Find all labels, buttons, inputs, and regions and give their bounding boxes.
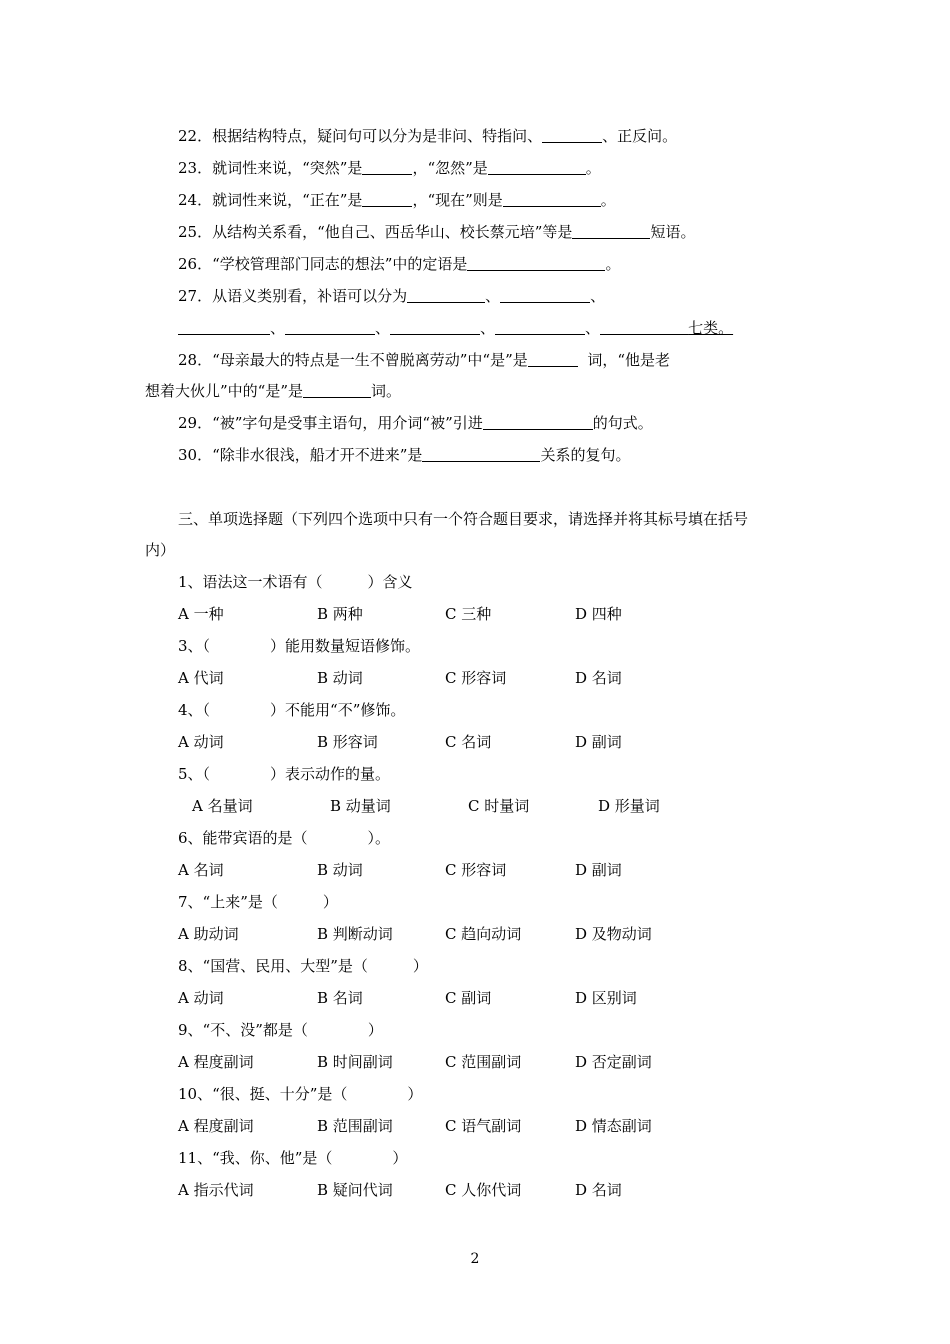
- mc-question: 8、“国营、民用、大型”是（ ）: [178, 957, 428, 975]
- q24-text-b: ，“现在”则是: [412, 191, 503, 209]
- mc-question: 1、语法这一术语有（ ）含义: [178, 573, 413, 591]
- mc-option-a: A 指示代词: [178, 1181, 254, 1199]
- mc-option-a: A 动词: [178, 733, 224, 751]
- mc-option-b: B 动量词: [330, 797, 391, 815]
- answer-blank: [500, 287, 590, 303]
- question-22: [178, 126, 677, 146]
- mc-option-a: A 一种: [178, 605, 224, 623]
- page-number: 2: [470, 1251, 480, 1267]
- question-27: [178, 286, 605, 306]
- mc-option-c: C 副词: [445, 989, 492, 1007]
- mc-option-a: A 程度副词: [178, 1117, 254, 1135]
- mc-option-c: C 形容词: [445, 669, 507, 687]
- answer-blank: [467, 255, 605, 271]
- question-24: [178, 190, 616, 210]
- mc-option-b: B 两种: [317, 605, 363, 623]
- mc-question: 5、（ ）表示动作的量。: [178, 765, 391, 783]
- mc-option-c: C 趋向动词: [445, 925, 522, 943]
- q23-text-b: ，“忽然”是: [412, 159, 488, 177]
- question-28: [178, 350, 670, 370]
- mc-option-c: C 范围副词: [445, 1053, 522, 1071]
- mc-option-c: C 名词: [445, 733, 492, 751]
- q27-separator: 、: [590, 287, 606, 305]
- answer-blank: [362, 191, 412, 207]
- mc-option-b: B 范围副词: [317, 1117, 393, 1135]
- mc-option-c: C 形容词: [445, 861, 507, 879]
- mc-option-c: C 时量词: [468, 797, 530, 815]
- mc-option-a: A 动词: [178, 989, 224, 1007]
- mc-option-c: C 人你代词: [445, 1181, 522, 1199]
- question-28-continued: [145, 381, 401, 401]
- mc-option-d: D 名词: [575, 669, 622, 687]
- answer-blank: [503, 191, 601, 207]
- question-26: [178, 254, 620, 274]
- answer-blank: [407, 287, 485, 303]
- mc-option-b: B 疑问代词: [317, 1181, 393, 1199]
- mc-option-a: A 代词: [178, 669, 224, 687]
- mc-option-d: D 及物动词: [575, 925, 652, 943]
- q23-text-a: 23．就词性来说，“突然”是: [178, 159, 363, 177]
- mc-question: 11、“我、你、他”是（ ）: [178, 1149, 408, 1167]
- q30-text-b: 关系的复句。: [540, 446, 631, 464]
- question-25: [178, 222, 695, 242]
- q26-text-a: 26．“学校管理部门同志的想法”中的定语是: [178, 255, 468, 273]
- mc-question: 7、“上来”是（ ）: [178, 893, 338, 911]
- q22-after: 、正反问。: [602, 127, 678, 145]
- mc-option-d: D 区别词: [575, 989, 637, 1007]
- mc-option-c: C 语气副词: [445, 1117, 522, 1135]
- answer-blank: [528, 351, 578, 367]
- mc-option-b: B 动词: [317, 861, 363, 879]
- mc-option-d: D 情态副词: [575, 1117, 652, 1135]
- answer-blank: [600, 319, 688, 335]
- mc-option-c: C 三种: [445, 605, 492, 623]
- section-heading-continued: 内）: [145, 541, 176, 559]
- q28-text-b: 词，“他是老: [587, 351, 670, 369]
- mc-option-a: A 名量词: [192, 797, 253, 815]
- q24-text-a: 24．就词性来说，“正在”是: [178, 191, 363, 209]
- q27-separator: 、: [485, 287, 501, 305]
- mc-option-b: B 判断动词: [317, 925, 393, 943]
- section-heading: 三、单项选择题（下列四个选项中只有一个符合题目要求，请选择并将其标号填在括号: [178, 510, 749, 528]
- q27-separator: 、: [375, 319, 391, 337]
- answer-blank: [285, 319, 375, 335]
- answer-blank: [303, 382, 371, 398]
- question-23: [178, 158, 601, 178]
- q25-text-a: 25．从结构关系看，“他自己、西岳华山、校长蔡元培”等是: [178, 223, 573, 241]
- q27-end: 七类。: [688, 319, 734, 337]
- mc-option-d: D 四种: [575, 605, 622, 623]
- q23-text-c: 。: [585, 159, 601, 177]
- mc-option-d: D 名词: [575, 1181, 622, 1199]
- mc-question: 9、“不、没”都是（ ）: [178, 1021, 383, 1039]
- q27-separator: 、: [270, 319, 286, 337]
- q29-text-b: 的句式。: [592, 414, 653, 432]
- mc-question: 3、（ ）能用数量短语修饰。: [178, 637, 421, 655]
- answer-blank: [488, 159, 586, 175]
- q29-text-a: 29．“被”字句是受事主语句，用介词“被”引进: [178, 414, 483, 432]
- mc-option-d: D 否定副词: [575, 1053, 652, 1071]
- mc-question: 4、（ ）不能用“不”修饰。: [178, 701, 406, 719]
- question-29: [178, 413, 653, 433]
- q27-text-a: 27．从语义类别看，补语可以分为: [178, 287, 408, 305]
- mc-option-b: B 时间副词: [317, 1053, 393, 1071]
- q22-text: 22．根据结构特点，疑问句可以分为是非问、特指问、: [178, 127, 543, 145]
- answer-blank: [483, 414, 593, 430]
- q28-text-c: 想着大伙儿”中的“是”是: [145, 382, 304, 400]
- question-30: [178, 445, 630, 465]
- q28-text-d: 词。: [371, 382, 402, 400]
- q27-separator: 、: [585, 319, 601, 337]
- mc-option-a: A 程度副词: [178, 1053, 254, 1071]
- q30-text-a: 30．“除非水很浅，船才开不进来”是: [178, 446, 423, 464]
- answer-blank: [362, 159, 412, 175]
- answer-blank: [495, 319, 585, 335]
- answer-blank: [390, 319, 480, 335]
- mc-question: 10、“很、挺、十分”是（ ）: [178, 1085, 423, 1103]
- mc-question: 6、能带宾语的是（ ）。: [178, 829, 391, 847]
- answer-blank: [542, 127, 602, 143]
- mc-option-a: A 助动词: [178, 925, 239, 943]
- q25-text-b: 短语。: [650, 223, 696, 241]
- mc-option-d: D 形量词: [598, 797, 660, 815]
- mc-option-a: A 名词: [178, 861, 224, 879]
- q27-separator: 、: [480, 319, 496, 337]
- mc-option-b: B 名词: [317, 989, 363, 1007]
- mc-option-d: D 副词: [575, 861, 622, 879]
- answer-blank: [178, 319, 270, 335]
- q28-text-a: 28．“母亲最大的特点是一生不曾脱离劳动”中“是”是: [178, 351, 528, 369]
- answer-blank: [422, 446, 540, 462]
- q24-text-c: 。: [600, 191, 616, 209]
- mc-option-d: D 副词: [575, 733, 622, 751]
- answer-blank: [572, 223, 650, 239]
- q26-text-b: 。: [605, 255, 621, 273]
- question-27-continued: [178, 318, 733, 338]
- mc-option-b: B 动词: [317, 669, 363, 687]
- mc-option-b: B 形容词: [317, 733, 378, 751]
